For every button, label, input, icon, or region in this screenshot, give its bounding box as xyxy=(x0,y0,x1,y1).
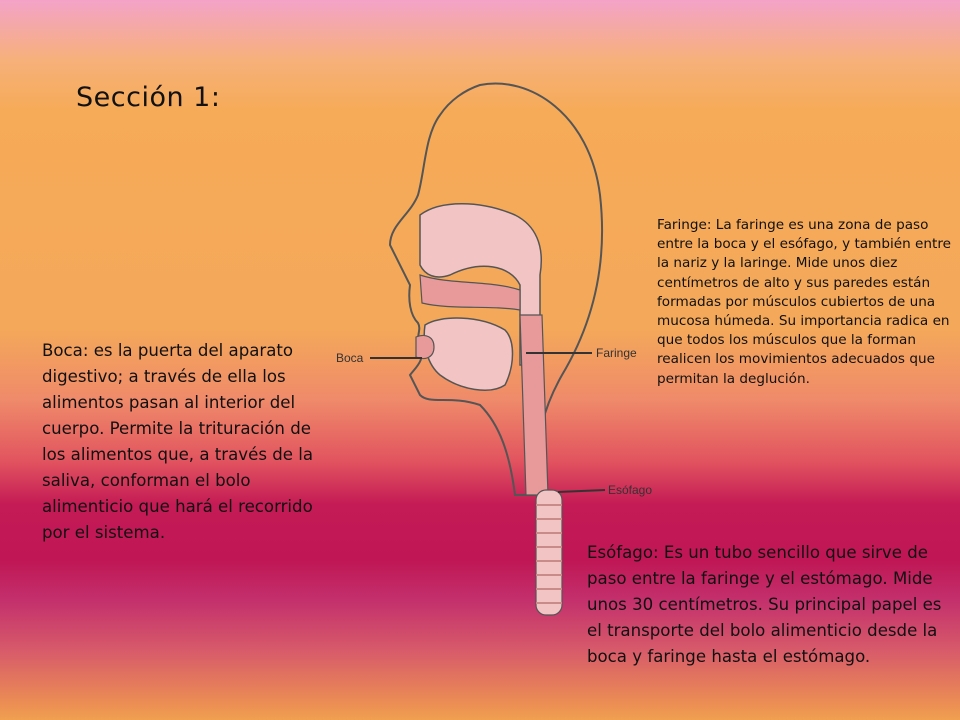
digestive-anatomy-diagram xyxy=(330,75,670,635)
slide-title: Sección 1: xyxy=(76,82,221,113)
esofago-label: Esófago xyxy=(608,483,653,497)
lips xyxy=(416,335,434,358)
esofago-pointer xyxy=(558,490,605,492)
boca-label: Boca xyxy=(336,351,364,365)
palate xyxy=(420,275,520,310)
faringe-label: Faringe xyxy=(596,346,637,360)
boca-description: Boca: es la puerta del aparato digestivo; a través de ella los alimentos pasan al interior del cuerpo. Permite la trituración de los alimentos que, a través de la saliva, conforman el bolo alimenticio que hará el recorrido por el sistema. xyxy=(42,341,314,542)
esofago-description: Esófago: Es un tubo sencillo que sirve de paso entre la faringe y el estómago. Mide unos 30 centímetros. Su principal papel es el transporte del bolo alimenticio desde la boca y faringe hasta el estómago. xyxy=(587,543,942,666)
pharynx xyxy=(520,315,548,495)
faringe-description: Faringe: La faringe es una zona de paso entre la boca y el esófago, y también entre la nariz y la laringe. Mide unos diez centímetros de alto y sus paredes están formadas por músculos cubiertos de una mucosa húmeda. Su importancia radica en que todos los músculos que la forman realicen los movimientos adecuados que permitan la deglución. xyxy=(657,217,952,387)
esophagus xyxy=(536,490,562,615)
tongue xyxy=(424,318,512,390)
